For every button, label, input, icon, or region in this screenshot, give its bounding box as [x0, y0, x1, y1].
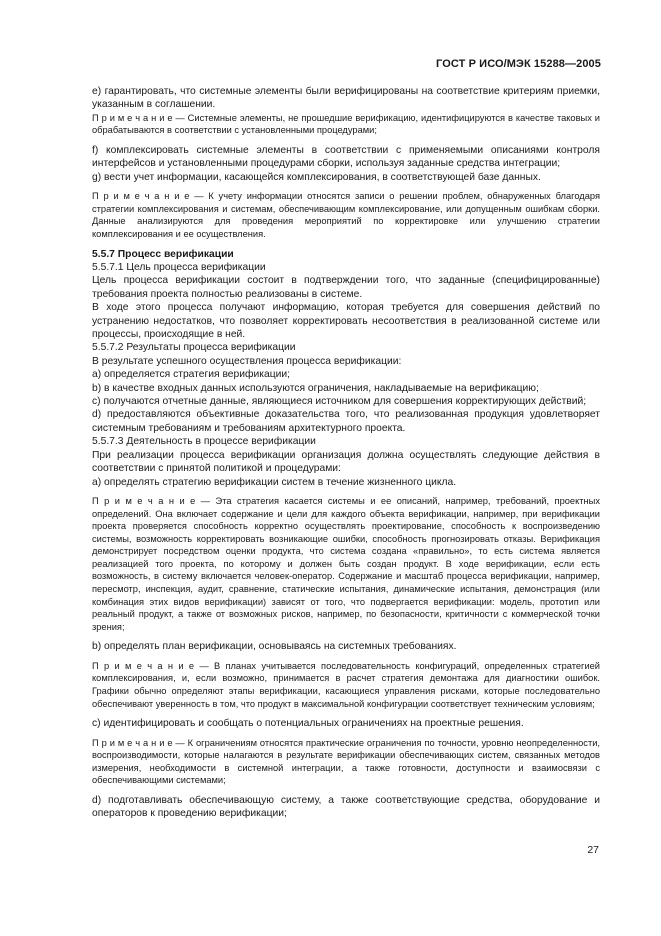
note-label: П р и м е ч а н и е — [92, 495, 196, 506]
note-paragraph — [92, 112, 600, 137]
body-paragraph: с) получаются отчетные данные, являющиеся источником для совершения корректирующих действий; — [92, 396, 587, 408]
body-paragraph: 5.5.7.2 Результаты процесса верификации — [92, 342, 296, 354]
note-text: — Системные элементы, не прошедшие верификацию, идентифицируются в качестве таковых и обрабатываются в соответствии с установленными процедурами; — [92, 112, 600, 136]
note-paragraph — [92, 660, 600, 710]
body-paragraph: 5.5.7.1 Цель процесса верификации — [92, 262, 266, 273]
body-paragraph: d) подготавливать обеспечивающую систему, а также соответствующие средства, оборудование и операторов к проведению верификации; — [92, 795, 600, 820]
section-heading: 5.5.7 Процесс верификации — [92, 248, 234, 260]
body-paragraph: а) определяется стратегия верификации; — [92, 369, 290, 381]
note-paragraph — [92, 737, 600, 787]
page-number: 27 — [587, 844, 599, 856]
note-label: П р и м е ч а н и е — [92, 737, 173, 748]
note-paragraph — [92, 190, 600, 240]
body-paragraph: b) в качестве входных данных используются ограничения, накладываемые на верификацию; — [92, 382, 539, 394]
note-label: П р и м е ч а н и е — [92, 660, 195, 671]
body-paragraph: В результате успешного осуществления процесса верификации: — [92, 355, 402, 367]
body-paragraph: с) идентифицировать и сообщать о потенциальных ограничениях на проектные решения. — [92, 718, 524, 730]
body-paragraph: f) комплексировать системные элементы в соответствии с применяемыми описаниями контроля интерфейсов и установленными процедурами сборки, используя заданные средства интеграции; — [92, 145, 600, 170]
note-label: П р и м е ч а н и е — [92, 191, 190, 202]
note-paragraph — [92, 495, 600, 634]
body-paragraph: В ходе этого процесса получают информацию, которая требуется для совершения действий по устранению недостатков, что позволяет корректировать несоответствия в реализованной системе или процессы, происходящие в ней. — [92, 302, 600, 341]
body-paragraph: b) определять план верификации, основываясь на системных требованиях. — [92, 641, 457, 653]
note-text: — К ограничениям относятся практические ограничения по точности, уровню неопределенности, воспроизводимости, которые налагаются в результате верификации обеспечивающих систем, связанных методов измерения, необходимости в системной интеграции, а также готовности, доступности и взаимосвязи с обеспечивающими системами; — [92, 737, 600, 786]
body-paragraph: При реализации процесса верификации организация должна осуществлять следующие действия в соответствии с принятой политикой и процедурами: — [92, 449, 600, 475]
body-paragraph: g) вести учет информации, касающейся комплексирования, в соответствующей базе данных. — [92, 171, 541, 183]
body-paragraph: 5.5.7.3 Деятельность в процессе верификации — [92, 436, 316, 448]
body-paragraph: а) определять стратегию верификации систем в течение жизненного цикла. — [92, 476, 457, 488]
note-text: — Эта стратегия касается системы и ее описаний, например, требований, проектных определений. Она включает содержание и цели для каждого объекта верификации, например, при верификации проекта проверяется способность корректно осуществлять проектирование, способность к воспроизведению системы, возможность корректировать возникающие ошибки, способность прогнозировать отказы. Верификация демонстрирует посредством оценки продукта, что система создана «правильно», то есть система является реализацией того проекта, по которому и должен быть создан продукт. В ходе верификации, если есть возможность, в систему включается человек-оператор. Содержание и масштаб процесса верификации, например, пересмотр, инспекция, аудит, сравнение, статические испытания, динамические испытания, демонстрация (или комбинация этих видов верификации) зависят от того, что подвергается верификации: модель, прототип или реальный продукт, а также от возможных рисков, например, по безопасности, критичности с коммерческой точки зрения; — [92, 495, 600, 632]
body-paragraph: Цель процесса верификации состоит в подтверждении того, что заданные (специфицированные) требования проекта полностью реализованы в системе. — [92, 275, 600, 300]
body-paragraph: d) предоставляются объективные доказательства того, что реализованная продукция удовлетворяет системным требованиям и требованиям архитектурного проекта. — [92, 409, 600, 434]
document-id-header: ГОСТ Р ИСО/МЭК 15288—2005 — [436, 58, 601, 70]
page-content — [92, 85, 600, 827]
body-paragraph: е) гарантировать, что системные элементы были верифицированы на соответствие критериям приемки, указанным в соглашении. — [92, 86, 600, 111]
note-text: — В планах учитывается последовательность конфигураций, определенных стратегией комплексирования, и, если возможно, принимается в расчет стратегия демонтажа для диагностики ошибок. Графики обычно определяют этапы верификации, касающиеся управления рисками, которые последовательно обеспечивают уверенность в том, что продукт в максимальной конфигурации соответствует техническим условиям; — [92, 660, 600, 709]
note-text: — К учету информации относятся записи о решении проблем, обнаруженных благодаря стратегии комплексирования и системам, обеспечивающим комплексирование, или допущенным ошибкам сборки. Данные анализируются для проведения мероприятий по корректировке или улучшению стратегии комплексирования и ее осуществления. — [92, 191, 600, 239]
note-label: П р и м е ч а н и е — [92, 112, 173, 123]
